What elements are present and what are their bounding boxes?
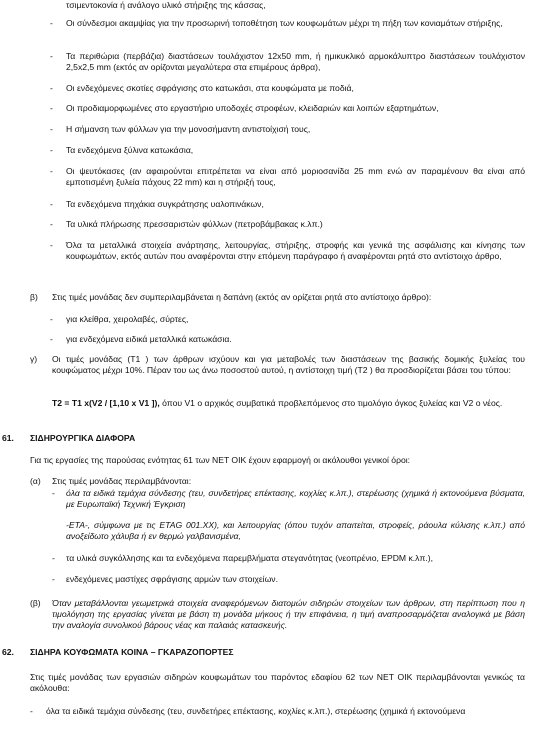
- clause-text-b: Όταν μεταβάλλονται γεωμετρικά στοιχεία αναφερόμενων διατομών σιδηρών στοιχείων των άρθρων, στη περίπτωση που η τιμολόγηση της εργασίας γίνεται με βάση τη μονάδα μήκους ή την επιφάνεια, η τιμή αναπροσαρμόζεται αναλογικά με βάση την αναλογία συνολικού βάρους νέας και παλαιάς κατασκευής.: [52, 598, 525, 630]
- clause-label-b: (β): [30, 598, 41, 608]
- list-item: Τα υλικά πλήρωσης πρεσσαριστών φύλλων (πετροβάμβακας κ.λπ.): [66, 219, 323, 229]
- dash-marker: -: [52, 553, 55, 563]
- dash-marker: -: [30, 706, 33, 716]
- list-item: για ενδεχόμενα ειδικά μεταλλικά κατωκάσια.: [66, 334, 232, 344]
- list-item: -ΕΤΑ-, σύμφωνα με τις ETAG 001.XX), και λειτουργίας (όπου τυχόν απαιτείται, στροφείς, ράουλα κύλισης κ.λπ.) από ανοξείδωτο χάλυβα ή εν θερμώ γαλβανισμένα,: [66, 520, 525, 541]
- formula: T2 = T1 x(V2 / [1,10 x V1 ]),: [52, 398, 160, 408]
- dash-marker: -: [50, 199, 53, 209]
- list-item: Όλα τα μεταλλικά στοιχεία ανάρτησης, λειτουργίας, στήριξης, στροφής και γενικά της ασφάλισης και κίνησης των κουφωμάτων, εκτός αυτών που αναφέρονται στην επόμενη παράγραφο ή αναφέρονται ρητά στο αντίστοιχο άρθρο,: [66, 240, 525, 261]
- section-title: ΣΙΔΗΡΑ ΚΟΥΦΩΜΑΤΑ ΚΟΙΝΑ – ΓΚΑΡΑΖΟΠΟΡΤΕΣ: [30, 647, 234, 657]
- dash-marker: -: [50, 145, 53, 155]
- list-item: ενδεχόμενες μαστίχες σφράγισης αρμών των στοιχείων.: [66, 574, 278, 584]
- dash-marker: -: [50, 219, 53, 229]
- dash-marker: -: [50, 166, 53, 176]
- section-number: 61.: [2, 433, 14, 443]
- list-item: τα υλικά συγκόλλησης και τα ενδεχόμενα παρεμβλήματα στεγανότητας (νεοπρένιο, EPDM κ.λπ.),: [66, 553, 434, 563]
- list-item: όλα τα ειδικά τεμάχια σύνδεσης (τευ, συνδετήρες επέκτασης, κοχλίες κ.λπ.), στερέωσης (χημικά ή εκτονούμενα βύσματα, με Ευρωπαϊκή Τεχνική Έγκριση: [66, 488, 525, 509]
- section-number: 62.: [2, 647, 14, 657]
- dash-marker: -: [50, 334, 53, 344]
- dash-marker: -: [50, 314, 53, 324]
- section-title: ΣΙΔΗΡΟΥΡΓΙΚΑ ΔΙΑΦΟΡΑ: [30, 433, 136, 443]
- formula-explanation: όπου V1 ο αρχικός συμβατικά προβλεπόμενος στο τιμολόγιο όγκος ξυλείας και V2 ο νέος.: [159, 398, 503, 408]
- list-item: Τα ενδεχόμενα ξύλινα κατωκάσια,: [66, 145, 194, 155]
- dash-marker: -: [50, 240, 53, 250]
- list-item: Τα περιθώρια (περβάζια) διαστάσεων τουλάχιστον 12x50 mm, ή ημικυκλικό αρμοκάλυπτρο διαστάσεων τουλάχιστον 2,5x2,5 mm (εκτός αν ορίζονται μεγαλύτερα στα επιμέρους άρθρα),: [66, 51, 525, 72]
- dash-marker: -: [52, 574, 55, 584]
- clause-text-gamma: Οι τιμές μονάδας (Τ1 ) των άρθρων ισχύουν και για μεταβολές των διαστάσεων της βασικής δομικής ξυλείας του κουφώματος μέχρι 10%. Πέραν του ως άνω ποσοστού αυτού, η αντίστοιχη τιμή (Τ2 ) θα προσδιορίζεται βάσει του τύπου:: [52, 354, 525, 375]
- clause-label-a: (α): [30, 476, 41, 486]
- list-item: Η σήμανση των φύλλων για την μονοσήμαντη αντιστοίχισή τους,: [66, 124, 311, 134]
- list-item: Οι ψευτόκασες (αν αφαιρούνται επιτρέπεται να είναι από μοριοσανίδα 25 mm ενώ αν παραμένουν θα είναι από εμποτισμένη ξυλεία πάχους 22 mm) και η στήριξή τους,: [66, 166, 525, 187]
- clause-text-beta: Στις τιμές μονάδας δεν συμπεριλαμβάνεται η δαπάνη (εκτός αν ορίζεται ρητά στο αντίστοιχο άρθρο):: [52, 292, 432, 302]
- clause-text-a: Στις τιμές μονάδας περιλαμβάνονται:: [52, 476, 192, 486]
- dash-marker: -: [50, 124, 53, 134]
- dash-marker: -: [50, 51, 53, 61]
- formula-paragraph: [52, 398, 525, 409]
- dash-marker: -: [52, 488, 55, 498]
- dash-marker: -: [50, 18, 53, 28]
- section-intro: Στις τιμές μονάδας των εργασιών σιδηρών κουφωμάτων του παρόντος εδαφίου 62 των ΝΕΤ ΟΙΚ περιλαμβάνονται γενικώς τα ακόλουθα:: [30, 672, 525, 693]
- list-item: για κλείθρα, χειρολαβές, σύρτες,: [66, 314, 189, 324]
- list-item: όλα τα ειδικά τεμάχια σύνδεσης (τευ, συνδετήρες επέκτασης, κοχλίες κ.λπ.), στερέωσης (χημικά ή εκτονούμενα: [46, 706, 466, 716]
- clause-label-beta: β): [30, 292, 38, 302]
- list-item: Τα ενδεχόμενα πηχάκια συγκράτησης υαλοπινάκων,: [66, 199, 264, 209]
- list-item: Οι προδιαμορφωμένες στο εργαστήριο υποδοχές στροφέων, κλειδαριών και λοιπών εξαρτημάτων,: [66, 103, 439, 113]
- continuation-line: τσιμεντοκονία ή ανάλογο υλικό στήριξης της κάσσας,: [66, 0, 266, 10]
- dash-marker: -: [50, 103, 53, 113]
- dash-marker: -: [50, 83, 53, 93]
- list-item: Οι σύνδεσμοι ακαμψίας για την προσωρινή τοποθέτηση των κουφωμάτων μέχρι τη πήξη των κονιαμάτων στήριξης,: [66, 18, 503, 28]
- clause-label-gamma: γ): [30, 354, 38, 364]
- list-item: Οι ενδεχόμενες σκοτίες σφράγισης στο κατωκάσι, στα κουφώματα με ποδιά,: [66, 83, 354, 93]
- section-intro: Για τις εργασίες της παρούσας ενότητας 61 των ΝΕΤ ΟΙΚ έχουν εφαρμογή οι ακόλουθοι γενικοί όροι:: [30, 455, 411, 465]
